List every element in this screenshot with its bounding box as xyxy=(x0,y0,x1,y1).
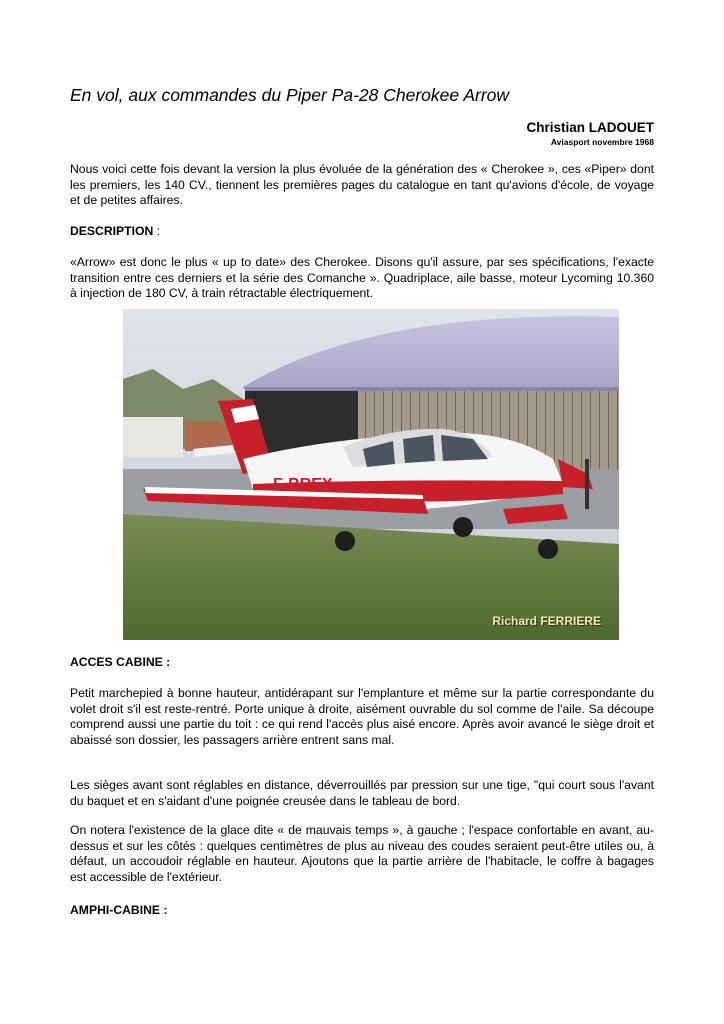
amphi-heading-text: AMPHI-CABINE : xyxy=(70,903,168,917)
intro-paragraph: Nous voici cette fois devant la version la plus évoluée de la génération des « Cherokee », ces «Piper» dont les premiers, les 140 CV., tiennent les premières pages du catalogue en tant qu'avions d'école, de voyage et de petites affaires. xyxy=(70,162,654,208)
acces-paragraph-2: Les sièges avant sont réglables en distance, déverrouillés par pression sur une tige, "qui court sous l'avant du baquet et en s'aidant d'une poignée creusée dans le tableau de bord. xyxy=(70,778,654,808)
article-title: En vol, aux commandes du Piper Pa-28 Cherokee Arrow xyxy=(70,85,510,105)
description-colon: : xyxy=(153,224,161,238)
acces-paragraph-3: On notera l'existence de la glace dite « de mauvais temps », à gauche ; l'espace confortable en avant, au-dessus et sur les côtés : quelques centimètres de plus au niveau des coudes seraient peut-être utiles ou, à défaut, un accoudoir réglable en hauteur. Ajoutons que la partie arrière de l'habitacle, le coffre à bagages est accessible de l'extérieur. xyxy=(70,823,654,884)
background-building xyxy=(123,417,183,457)
amphi-heading xyxy=(70,903,168,919)
acces-paragraph-1: Petit marchepied à bonne hauteur, antidérapant sur l'emplanture et même sur la partie correspondante du volet droit s'il est reste-rentré. Porte unique à droite, aisément ouvrable du sol comme de l'aile. Sa découpe comprend aussi une partie du toit : ce qui rend l'accès plus aisé encore. Après avoir avancé le siège droit et abaissé son dossier, les passagers arrière entrent sans mal. xyxy=(70,686,654,747)
photo-credit: Richard FERRIERE xyxy=(492,614,601,628)
aircraft-photo xyxy=(123,309,619,640)
aircraft-propeller xyxy=(585,459,589,509)
article-source: Aviasport novembre 1968 xyxy=(550,137,654,147)
aircraft-registration: F-BREX xyxy=(273,476,333,493)
acces-heading-text: ACCES CABINE : xyxy=(70,655,171,669)
article-author: Christian LADOUET xyxy=(526,120,654,135)
acces-heading xyxy=(70,655,170,671)
description-paragraph: «Arrow» est donc le plus « up to date» des Cherokee. Disons qu'il assure, par ses spécifications, l'exacte transition entre ces derniers et la série des Comanche ». Quadriplace, aile basse, moteur Lycoming 10.360 à injection de 180 CV, à train rétractable électriquement. xyxy=(70,255,654,301)
description-heading: DESCRIPTION xyxy=(70,224,154,238)
description-heading-line xyxy=(70,224,160,240)
aircraft-wheel xyxy=(453,517,473,537)
